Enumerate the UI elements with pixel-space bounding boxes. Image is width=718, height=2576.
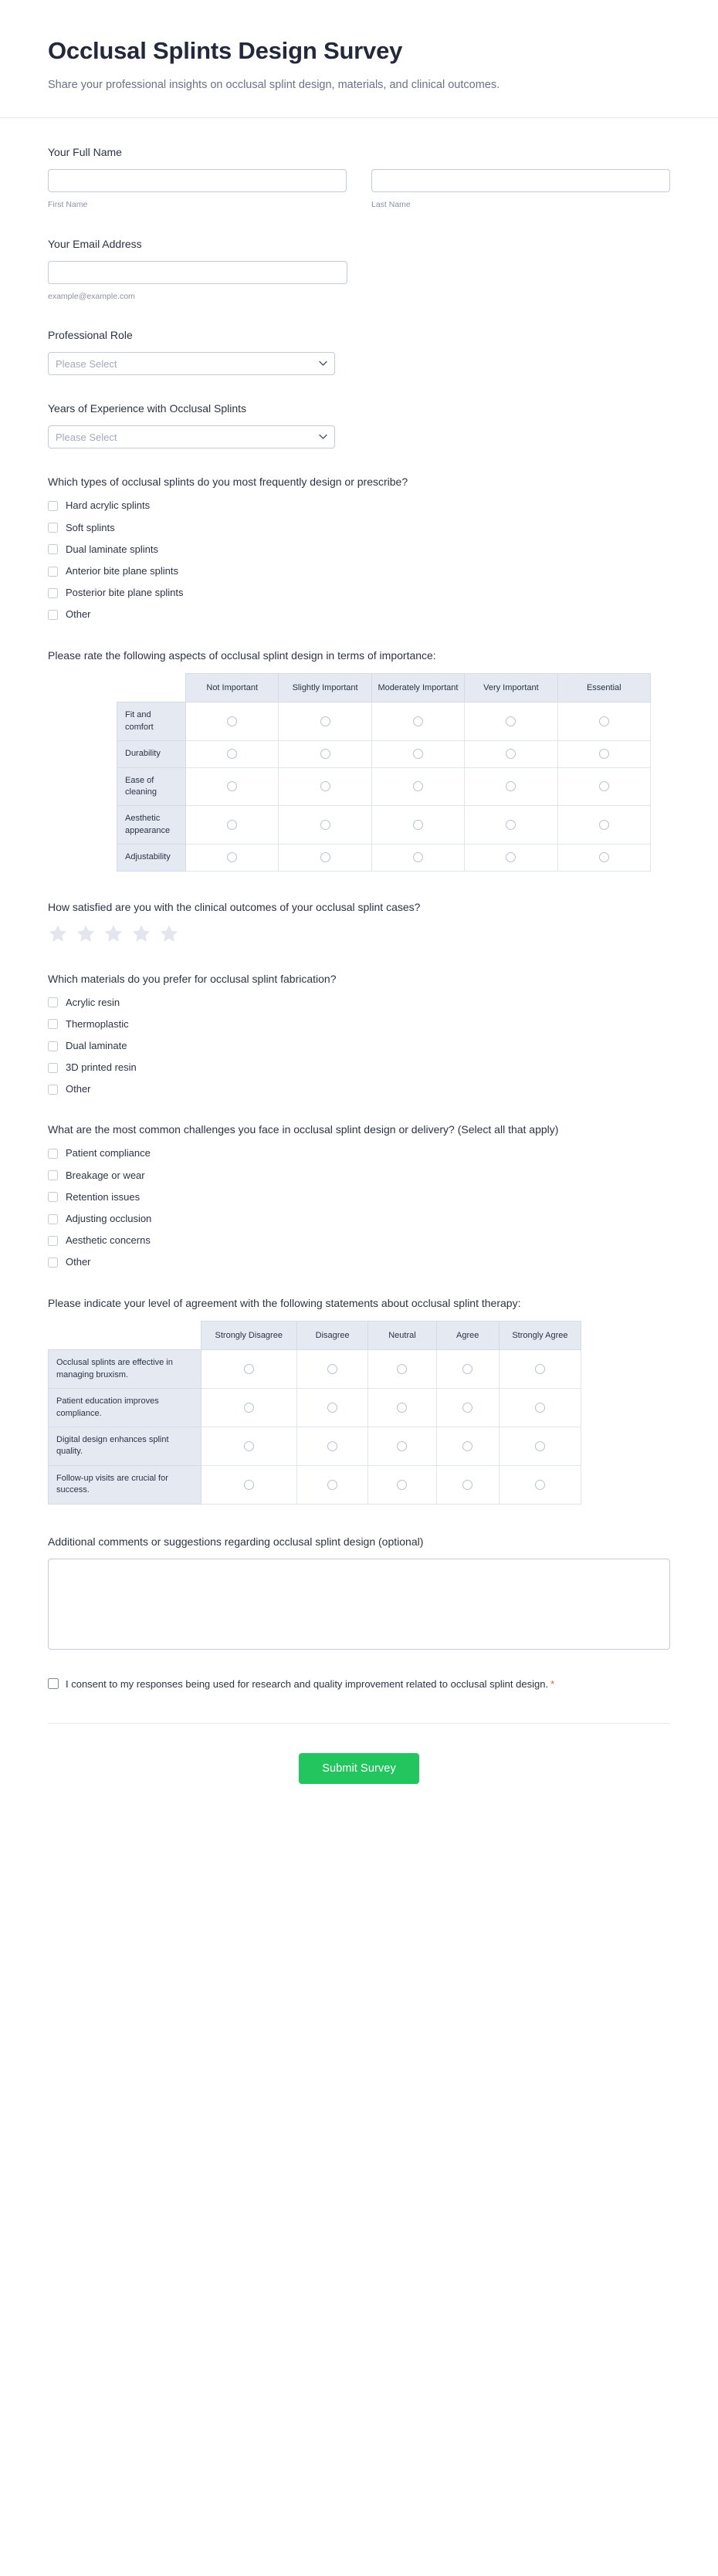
agreement-radio[interactable] [535, 1480, 545, 1490]
field-agreement-matrix [48, 1295, 670, 1505]
importance-cell[interactable] [279, 767, 371, 806]
field-splint-types [48, 474, 670, 621]
agreement-matrix-label: Please indicate your level of agreement with the following statements about occlusal splint therapy: [48, 1296, 521, 1309]
years-experience-label: Years of Experience with Occlusal Splints [48, 402, 247, 415]
challenge-option-label: Aesthetic concerns [66, 1234, 151, 1247]
field-comments [48, 1534, 670, 1650]
importance-cell[interactable] [465, 741, 557, 767]
importance-cell[interactable] [186, 845, 279, 871]
importance-cell[interactable] [465, 767, 557, 806]
splint-type-checkbox[interactable] [48, 523, 58, 533]
importance-radio[interactable] [227, 852, 237, 862]
first-name-input[interactable] [48, 169, 347, 192]
splint-type-option-label: Soft splints [66, 521, 115, 533]
years-experience-select-wrap [48, 425, 335, 449]
importance-cell[interactable] [279, 741, 371, 767]
agreement-cell[interactable] [499, 1389, 581, 1427]
challenges-label: What are the most common challenges you face in occlusal splint design or delivery? (Select all that apply) [48, 1123, 559, 1136]
agreement-radio[interactable] [535, 1441, 545, 1451]
field-email [48, 236, 670, 303]
agreement-radio[interactable] [462, 1403, 472, 1413]
challenge-checkbox[interactable] [48, 1258, 58, 1268]
agreement-radio[interactable] [397, 1480, 407, 1490]
agreement-row-label: Occlusal splints are effective in managing bruxism. [49, 1350, 202, 1389]
agreement-corner-cell [49, 1321, 202, 1350]
splint-type-option-row[interactable] [48, 564, 670, 578]
challenge-option-row[interactable] [48, 1169, 670, 1183]
agreement-cell[interactable] [499, 1427, 581, 1466]
challenge-checkbox[interactable] [48, 1170, 58, 1180]
importance-column-header: Essential [557, 673, 650, 702]
importance-cell[interactable] [279, 845, 371, 871]
importance-radio[interactable] [227, 820, 237, 830]
name-inputs-row [48, 169, 670, 211]
material-option-row[interactable] [48, 1039, 670, 1053]
star-icon[interactable] [76, 924, 96, 943]
agreement-cell[interactable] [368, 1427, 436, 1466]
agreement-cell[interactable] [499, 1465, 581, 1504]
agreement-cell[interactable] [436, 1427, 499, 1466]
agreement-column-header: Agree [436, 1321, 499, 1350]
challenge-option-row[interactable] [48, 1255, 670, 1269]
splint-type-option-row[interactable] [48, 586, 670, 600]
submit-survey-button[interactable]: Submit Survey [299, 1753, 419, 1784]
agreement-column-header: Strongly Agree [499, 1321, 581, 1350]
material-option-row[interactable] [48, 996, 670, 1010]
importance-radio[interactable] [227, 781, 237, 791]
importance-cell[interactable] [186, 702, 279, 741]
importance-cell[interactable] [279, 806, 371, 845]
material-option-row[interactable] [48, 1082, 670, 1096]
splint-types-checkbox-group [48, 499, 670, 621]
challenge-option-row[interactable] [48, 1146, 670, 1160]
professional-role-value: Please Select [56, 357, 117, 370]
agreement-cell[interactable] [296, 1350, 368, 1389]
importance-row-label: Aesthetic appearance [117, 806, 186, 845]
splint-type-option-label: Dual laminate splints [66, 543, 158, 555]
importance-radio[interactable] [320, 749, 330, 759]
agreement-radio[interactable] [244, 1441, 254, 1451]
importance-row-label: Ease of cleaning [117, 767, 186, 806]
importance-cell[interactable] [371, 767, 464, 806]
agreement-row-label: Follow-up visits are crucial for success. [49, 1465, 202, 1504]
material-option-label: Dual laminate [66, 1039, 127, 1051]
agreement-cell[interactable] [201, 1427, 296, 1466]
years-experience-value: Please Select [56, 431, 117, 443]
form-footer [0, 1724, 718, 1818]
professional-role-select-wrap [48, 352, 335, 375]
form-body [0, 118, 718, 1724]
importance-matrix-label: Please rate the following aspects of occlusal splint design in terms of importance: [48, 648, 436, 662]
email-col [48, 261, 347, 303]
splint-type-option-row[interactable] [48, 499, 670, 513]
required-asterisk: * [550, 1677, 555, 1690]
material-option-row[interactable] [48, 1017, 670, 1031]
challenge-option-label: Breakage or wear [66, 1169, 145, 1181]
importance-radio[interactable] [413, 820, 423, 830]
importance-cell[interactable] [279, 702, 371, 741]
agreement-matrix-table [48, 1321, 581, 1505]
challenge-option-label: Patient compliance [66, 1147, 151, 1159]
importance-cell[interactable] [371, 702, 464, 741]
agreement-radio[interactable] [244, 1364, 254, 1374]
importance-radio[interactable] [320, 781, 330, 791]
field-professional-role [48, 327, 670, 375]
agreement-radio[interactable] [535, 1364, 545, 1374]
field-full-name [48, 144, 670, 211]
materials-label: Which materials do you prefer for occlusal splint fabrication? [48, 972, 337, 985]
importance-column-header: Not Important [186, 673, 279, 702]
agreement-cell[interactable] [499, 1350, 581, 1389]
agreement-radio[interactable] [462, 1480, 472, 1490]
splint-types-label: Which types of occlusal splints do you most frequently design or prescribe? [48, 476, 408, 489]
importance-cell[interactable] [186, 767, 279, 806]
splint-type-option-row[interactable] [48, 521, 670, 535]
material-option-label: Other [66, 1083, 91, 1095]
agreement-cell[interactable] [296, 1389, 368, 1427]
importance-radio[interactable] [227, 749, 237, 759]
challenge-option-label: Retention issues [66, 1190, 141, 1203]
importance-row [117, 702, 651, 741]
field-importance-matrix [48, 648, 670, 872]
importance-radio[interactable] [599, 716, 609, 726]
splint-type-checkbox[interactable] [48, 544, 58, 554]
years-experience-select[interactable] [48, 425, 335, 449]
agreement-cell[interactable] [296, 1427, 368, 1466]
professional-role-label: Professional Role [48, 329, 133, 342]
field-years-experience [48, 401, 670, 449]
agreement-radio[interactable] [327, 1441, 337, 1451]
comments-textarea[interactable] [48, 1559, 670, 1650]
challenge-option-label: Other [66, 1256, 91, 1268]
importance-radio[interactable] [506, 749, 516, 759]
star-icon[interactable] [159, 924, 179, 943]
agreement-radio[interactable] [327, 1480, 337, 1490]
splint-type-option-label: Hard acrylic splints [66, 499, 151, 512]
challenges-checkbox-group [48, 1146, 670, 1269]
star-rating[interactable] [48, 924, 670, 943]
agreement-cell[interactable] [368, 1389, 436, 1427]
splint-type-checkbox[interactable] [48, 610, 58, 620]
agreement-radio[interactable] [327, 1403, 337, 1413]
material-checkbox[interactable] [48, 1019, 58, 1029]
importance-cell[interactable] [557, 806, 650, 845]
agreement-cell[interactable] [201, 1389, 296, 1427]
agreement-cell[interactable] [436, 1389, 499, 1427]
agreement-radio[interactable] [397, 1403, 407, 1413]
challenge-option-row[interactable] [48, 1212, 670, 1226]
importance-cell[interactable] [371, 741, 464, 767]
agreement-radio[interactable] [462, 1364, 472, 1374]
importance-radio[interactable] [413, 716, 423, 726]
agreement-radio[interactable] [244, 1480, 254, 1490]
importance-row-label: Fit and comfort [117, 702, 186, 741]
importance-corner-cell [117, 673, 186, 702]
importance-radio[interactable] [506, 716, 516, 726]
agreement-radio[interactable] [244, 1403, 254, 1413]
splint-type-option-row[interactable] [48, 543, 670, 557]
challenge-checkbox[interactable] [48, 1214, 58, 1224]
splint-type-option-row[interactable] [48, 608, 670, 621]
importance-radio[interactable] [413, 749, 423, 759]
agreement-cell[interactable] [368, 1465, 436, 1504]
importance-radio[interactable] [320, 820, 330, 830]
agreement-column-header: Strongly Disagree [201, 1321, 296, 1350]
importance-radio[interactable] [413, 781, 423, 791]
challenge-option-row[interactable] [48, 1190, 670, 1204]
importance-cell[interactable] [465, 806, 557, 845]
first-name-col [48, 169, 347, 211]
email-sublabel: example@example.com [48, 291, 135, 301]
materials-checkbox-group [48, 996, 670, 1097]
challenge-option-label: Adjusting occlusion [66, 1213, 152, 1225]
professional-role-select[interactable] [48, 352, 335, 375]
splint-type-checkbox[interactable] [48, 501, 58, 511]
star-icon[interactable] [103, 924, 124, 943]
agreement-row-label: Patient education improves compliance. [49, 1389, 202, 1427]
material-option-label: Thermoplastic [66, 1017, 129, 1030]
consent-checkbox[interactable] [48, 1678, 59, 1689]
importance-cell[interactable] [371, 845, 464, 871]
star-icon[interactable] [131, 924, 151, 943]
full-name-label: Your Full Name [48, 146, 122, 159]
importance-row [117, 806, 651, 845]
agreement-row-label: Digital design enhances splint quality. [49, 1427, 202, 1466]
consent-row [48, 1676, 581, 1692]
splint-type-checkbox[interactable] [48, 567, 58, 577]
importance-radio[interactable] [599, 749, 609, 759]
page-title: Occlusal Splints Design Survey [48, 37, 403, 64]
importance-row-label: Durability [117, 741, 186, 767]
last-name-sublabel: Last Name [371, 200, 411, 210]
splint-type-option-label: Posterior bite plane splints [66, 587, 184, 599]
agreement-radio[interactable] [327, 1364, 337, 1374]
agreement-radio[interactable] [535, 1403, 545, 1413]
importance-radio[interactable] [320, 716, 330, 726]
agreement-radio[interactable] [397, 1441, 407, 1451]
importance-radio[interactable] [320, 852, 330, 862]
field-materials [48, 971, 670, 1097]
material-checkbox[interactable] [48, 1041, 58, 1051]
importance-cell[interactable] [371, 806, 464, 845]
material-checkbox[interactable] [48, 1063, 58, 1073]
agreement-matrix-wrap [48, 1321, 670, 1505]
importance-cell[interactable] [186, 741, 279, 767]
challenge-checkbox[interactable] [48, 1149, 58, 1159]
agreement-row [49, 1465, 581, 1504]
splint-type-option-label: Other [66, 608, 91, 621]
email-label: Your Email Address [48, 237, 142, 250]
consent-block [48, 1676, 581, 1692]
agreement-row [49, 1350, 581, 1389]
importance-column-header: Slightly Important [279, 673, 371, 702]
importance-radio[interactable] [506, 852, 516, 862]
splint-type-option-label: Anterior bite plane splints [66, 565, 178, 577]
importance-row [117, 741, 651, 767]
satisfaction-label: How satisfied are you with the clinical outcomes of your occlusal splint cases? [48, 900, 421, 913]
last-name-input[interactable] [371, 169, 670, 192]
importance-cell[interactable] [557, 702, 650, 741]
agreement-radio[interactable] [397, 1364, 407, 1374]
importance-cell[interactable] [465, 845, 557, 871]
last-name-col [371, 169, 670, 211]
agreement-cell[interactable] [201, 1465, 296, 1504]
material-checkbox[interactable] [48, 997, 58, 1007]
agreement-cell[interactable] [368, 1350, 436, 1389]
challenge-checkbox[interactable] [48, 1192, 58, 1202]
agreement-cell[interactable] [296, 1465, 368, 1504]
importance-radio[interactable] [599, 852, 609, 862]
importance-radio[interactable] [599, 781, 609, 791]
page-subtitle: Share your professional insights on occlusal splint design, materials, and clinical outcomes. [48, 78, 500, 91]
importance-cell[interactable] [465, 702, 557, 741]
field-satisfaction [48, 899, 670, 943]
splint-type-checkbox[interactable] [48, 588, 58, 598]
comments-label: Additional comments or suggestions regarding occlusal splint design (optional) [48, 1535, 424, 1548]
importance-radio[interactable] [506, 820, 516, 830]
star-icon[interactable] [48, 924, 68, 943]
agreement-column-header: Neutral [368, 1321, 436, 1350]
agreement-column-header: Disagree [296, 1321, 368, 1350]
material-checkbox[interactable] [48, 1085, 58, 1095]
importance-cell[interactable] [557, 767, 650, 806]
importance-cell[interactable] [557, 845, 650, 871]
email-input[interactable] [48, 261, 347, 284]
material-option-label: Acrylic resin [66, 996, 120, 1008]
importance-cell[interactable] [557, 741, 650, 767]
field-challenges [48, 1122, 670, 1269]
importance-row [117, 767, 651, 806]
importance-column-header: Moderately Important [371, 673, 464, 702]
importance-row [117, 845, 651, 871]
importance-radio[interactable] [599, 820, 609, 830]
first-name-sublabel: First Name [48, 200, 88, 210]
importance-row-label: Adjustability [117, 845, 186, 871]
challenge-option-row[interactable] [48, 1234, 670, 1247]
importance-radio[interactable] [227, 716, 237, 726]
agreement-cell[interactable] [201, 1350, 296, 1389]
agreement-cell[interactable] [436, 1350, 499, 1389]
importance-matrix-wrap [48, 673, 670, 872]
consent-label: I consent to my responses being used for research and quality improvement related to occlusal splint design. [66, 1677, 549, 1690]
importance-matrix-table [117, 673, 651, 872]
agreement-row [49, 1427, 581, 1466]
importance-radio[interactable] [506, 781, 516, 791]
importance-column-header: Very Important [465, 673, 557, 702]
agreement-row [49, 1389, 581, 1427]
form-header [0, 0, 718, 117]
agreement-cell[interactable] [436, 1465, 499, 1504]
importance-radio[interactable] [413, 852, 423, 862]
material-option-row[interactable] [48, 1061, 670, 1075]
agreement-radio[interactable] [462, 1441, 472, 1451]
importance-cell[interactable] [186, 806, 279, 845]
material-option-label: 3D printed resin [66, 1061, 137, 1074]
challenge-checkbox[interactable] [48, 1236, 58, 1246]
